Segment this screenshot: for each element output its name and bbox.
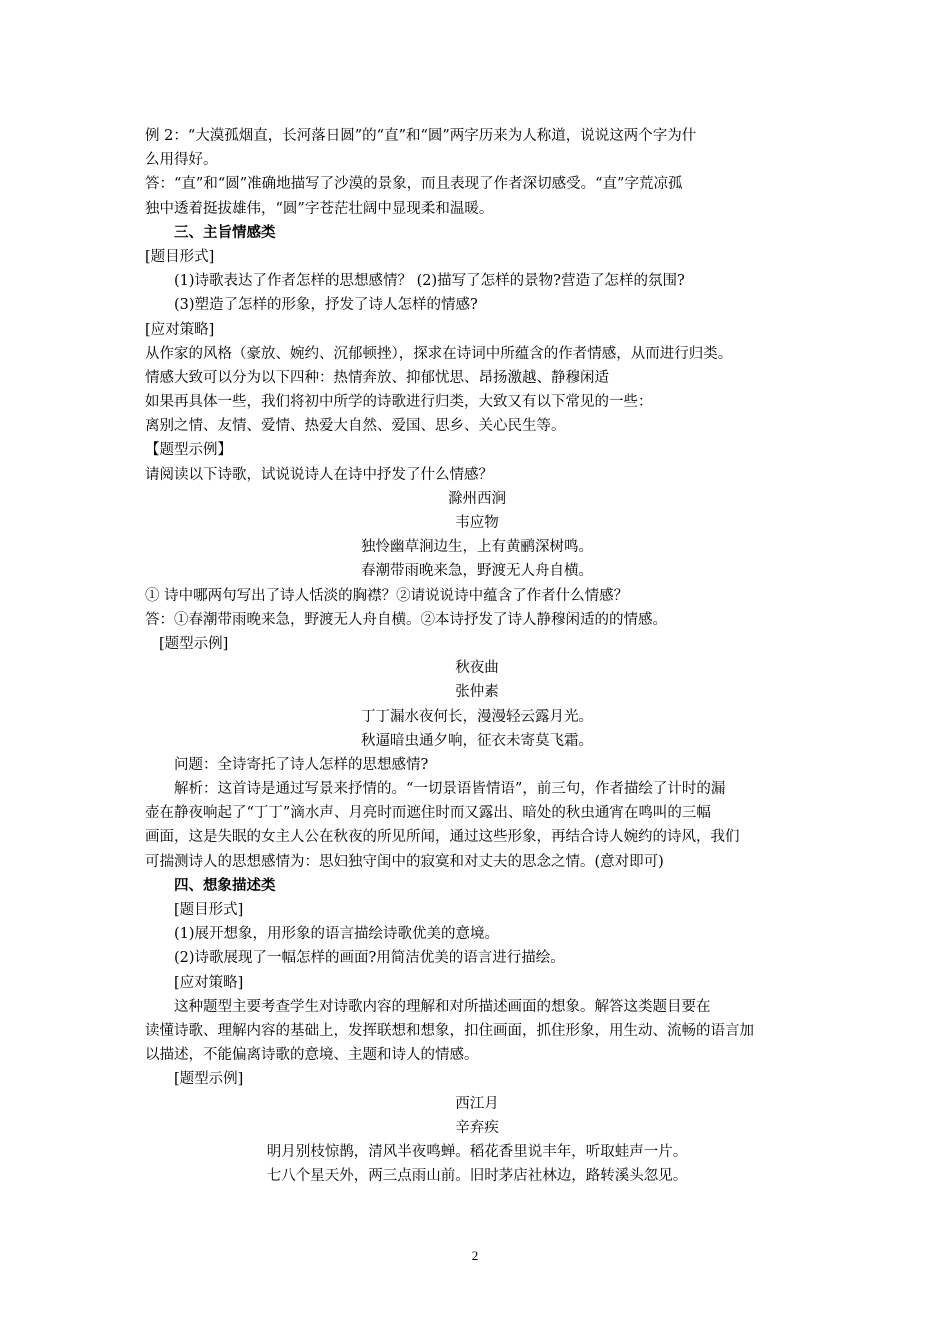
text-line: [题目形式]	[174, 902, 244, 918]
text-line: 明月别枝惊鹊，清风半夜鸣蝉。稻花香里说丰年，听取蛙声一片。	[266, 1143, 688, 1160]
text-line: (1)展开想象，用形象的语言描绘诗歌优美的意境。	[174, 926, 500, 943]
text-line: [题目形式]	[145, 248, 215, 265]
text-line: 以描述，不能偏离诗歌的意境、主题和诗人的情感。	[145, 1047, 479, 1064]
text-line: 秋逼暗虫通夕响，征衣未寄莫飞霜。	[361, 732, 593, 749]
text-line: 滁州西涧	[448, 490, 506, 507]
text-line: 答：①春潮带雨晚来急，野渡无人舟自横。②本诗抒发了诗人静穆闲适的的情感。	[145, 611, 667, 628]
text-line: 辛弃疾	[455, 1119, 499, 1136]
text-line: 么用得好。	[145, 152, 218, 169]
text-line: 解析：这首诗是通过写景来抒情的。“一切景语皆情语”，前三句，作者描绘了计时的漏	[174, 781, 726, 798]
text-line: 这种题型主要考查学生对诗歌内容的理解和对所描述画面的想象。解答这类题目要在	[174, 998, 711, 1015]
text-line: (3)塑造了怎样的形象，抒发了诗人怎样的情感?	[174, 297, 478, 314]
text-line: ① 诗中哪两句写出了诗人恬淡的胸襟？②请说说诗中蕴含了作者什么情感？	[145, 587, 629, 604]
text-line: 壶在静夜响起了“丁丁”滴水声、月亮时而遮住时而又露出、暗处的秋虫通宵在鸣叫的三幅	[145, 805, 711, 822]
text-line: 三、主旨情感类	[174, 223, 276, 241]
text-line: 张仲素	[455, 684, 499, 701]
text-line: 画面，这是失眠的女主人公在秋夜的所见所闻，通过这些形象，再结合诗人婉约的诗风，我们	[145, 829, 740, 846]
text-line: [题型示例]	[159, 635, 229, 652]
text-line: 可揣测诗人的思想感情为：思妇独守闺中的寂寞和对丈夫的思念之情。(意对即可)	[145, 853, 664, 870]
text-line: 秋夜曲	[455, 660, 499, 677]
text-line: 【题型示例】	[145, 442, 232, 459]
text-line: [应对策略]	[174, 974, 244, 991]
text-line: (2)诗歌展现了一幅怎样的画面?用简洁优美的语言进行描绘。	[174, 950, 565, 967]
text-line: 独怜幽草涧边生，上有黄鹂深树鸣。	[361, 539, 593, 556]
text-line: 春潮带雨晚来急，野渡无人舟自横。	[361, 563, 593, 580]
text-line: (1)诗歌表达了作者怎样的思想感情？ (2)描写了怎样的景物?营造了怎样的氛围?	[174, 273, 685, 290]
text-line: 答：“直”和“圆”准确地描写了沙漠的景象，而且表现了作者深切感受。“直”字荒凉孤	[145, 176, 683, 193]
text-line: [题型示例]	[174, 1071, 244, 1088]
text-line: 西江月	[455, 1095, 499, 1112]
text-line: 七八个星天外，两三点雨山前。旧时茅店社林边，路转溪头忽见。	[266, 1168, 688, 1185]
text-line: [应对策略]	[145, 321, 215, 338]
text-line: 读懂诗歌、理解内容的基础上，发挥联想和想象，扣住画面，抓住形象，用生动、流畅的语言加	[145, 1022, 754, 1039]
text-line: 情感大致可以分为以下四种：热情奔放、抑郁忧思、昂扬激越、静穆闲适	[145, 369, 609, 386]
text-line: 例 2：“大漠孤烟直，长河落日圆”的“直”和“圆”两字历来为人称道，说说这两个字为什	[145, 128, 697, 144]
document-body	[145, 124, 809, 1188]
text-line: 如果再具体一些，我们将初中所学的诗歌进行归类，大致又有以下常见的一些：	[145, 394, 653, 411]
text-line: 独中透着挺拔雄伟，“圆”字苍茫壮阔中显现柔和温暖。	[145, 200, 494, 217]
page-number: 2	[471, 1248, 479, 1263]
text-line: 丁丁漏水夜何长，漫漫轻云露月光。	[361, 708, 593, 725]
text-line: 请阅读以下诗歌，试说说诗人在诗中抒发了什么情感？	[145, 466, 493, 483]
text-line: 离别之情、友情、爱情、热爱大自然、爱国、思乡、关心民生等。	[145, 418, 566, 435]
text-line: 韦应物	[455, 515, 499, 531]
text-line: 从作家的风格（豪放、婉约、沉郁顿挫），探求在诗词中所蕴含的作者情感，从而进行归类。	[145, 345, 733, 362]
text-line: 问题：全诗寄托了诗人怎样的思想感情?	[174, 756, 429, 773]
text-line: 四、想象描述类	[174, 876, 276, 894]
